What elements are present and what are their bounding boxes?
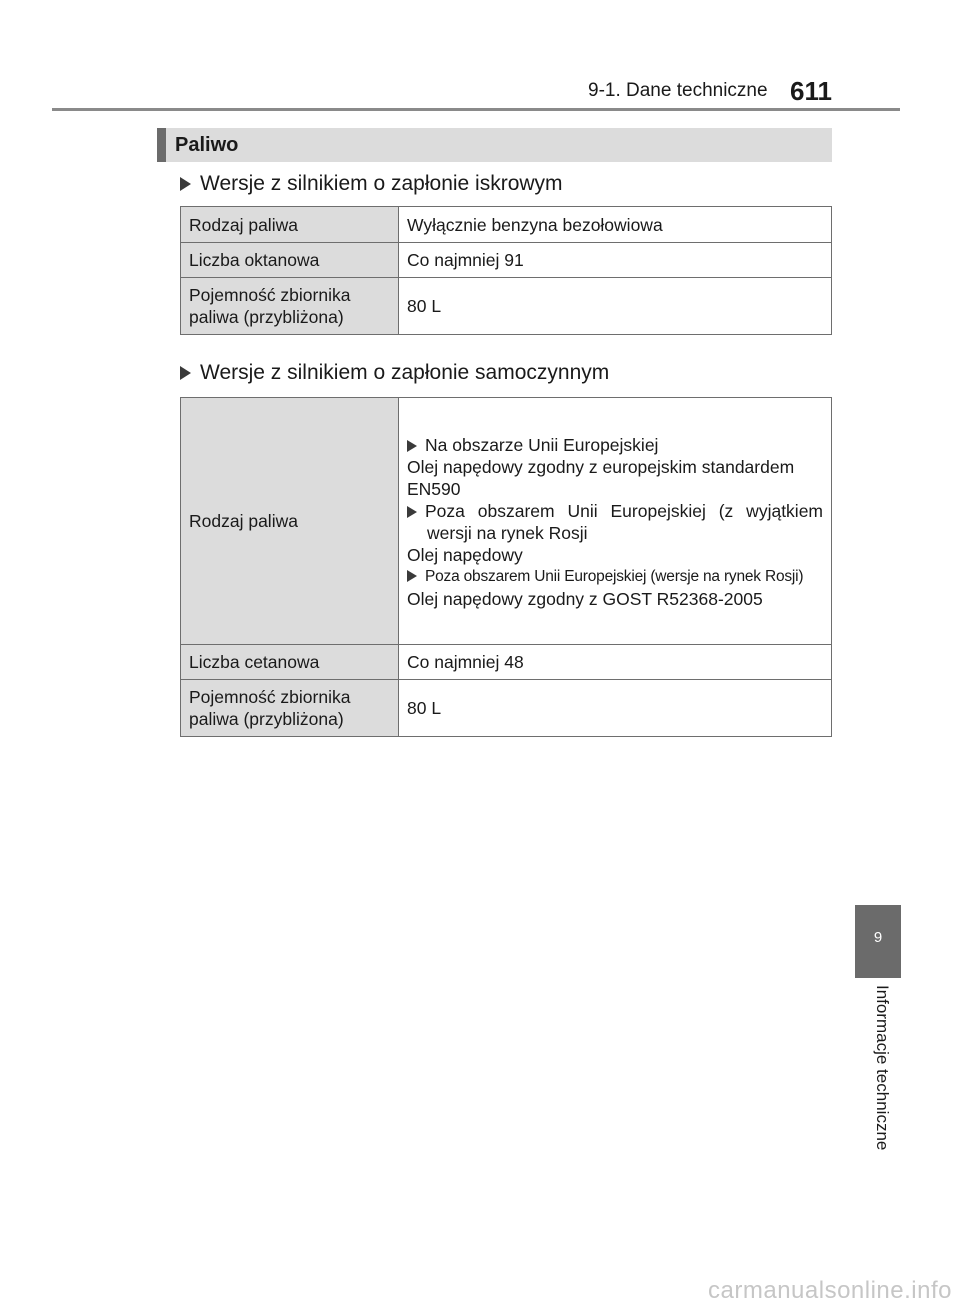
- row-value: 80 L: [399, 680, 832, 737]
- list-item: [407, 434, 823, 456]
- triangle-bullet-icon: [180, 177, 191, 191]
- section-title: Paliwo: [175, 134, 239, 156]
- fuel-condition: Poza obszarem Unii Europejskiej (z wyjątkiem wersji na rynek Rosji: [425, 501, 823, 543]
- triangle-bullet-icon: [407, 506, 417, 518]
- triangle-bullet-icon: [407, 440, 417, 452]
- diesel-spec-table: [180, 397, 832, 737]
- table-row: [181, 645, 832, 680]
- diesel-heading: [180, 361, 609, 385]
- page-number: 611: [790, 76, 832, 106]
- row-label: Rodzaj paliwa: [181, 207, 399, 243]
- section-accent-bar: [157, 128, 166, 162]
- chapter-side-label: Informacje techniczne: [873, 985, 892, 1151]
- chapter-number: 9: [873, 929, 883, 946]
- row-label: Liczba oktanowa: [181, 243, 399, 278]
- petrol-heading-text: Wersje z silnikiem o zapłonie iskrowym: [200, 172, 563, 195]
- list-item: [407, 566, 823, 588]
- fuel-spec: Olej napędowy: [407, 545, 523, 565]
- fuel-spec: Olej napędowy zgodny z europejskim standardem EN590: [407, 457, 795, 499]
- chapter-tab: [855, 905, 901, 978]
- petrol-spec-table: [180, 206, 832, 335]
- fuel-condition: Poza obszarem Unii Europejskiej (wersje na rynek Rosji): [425, 568, 804, 585]
- list-item: [407, 500, 823, 544]
- header-section-label: 9-1. Dane techniczne: [588, 80, 768, 101]
- fuel-condition: Na obszarze Unii Europejskiej: [425, 435, 659, 455]
- triangle-bullet-icon: [180, 366, 191, 380]
- row-value: Co najmniej 48: [399, 645, 832, 680]
- watermark: carmanualsonline.info: [708, 1277, 952, 1304]
- table-row: [181, 278, 832, 335]
- table-row: [181, 398, 832, 645]
- row-label: Pojemność zbiornika paliwa (przybliżona): [181, 278, 399, 335]
- petrol-heading: [180, 172, 563, 196]
- diesel-heading-text: Wersje z silnikiem o zapłonie samoczynnym: [200, 361, 610, 384]
- table-row: [181, 207, 832, 243]
- fuel-type-cell: [399, 398, 832, 645]
- row-label: Rodzaj paliwa: [181, 398, 399, 645]
- row-label: Pojemność zbiornika paliwa (przybliżona): [181, 680, 399, 737]
- triangle-bullet-icon: [407, 570, 417, 582]
- header-divider: [52, 108, 900, 111]
- section-header: [157, 128, 832, 162]
- row-value: Wyłącznie benzyna bezołowiowa: [399, 207, 832, 243]
- row-value: Co najmniej 91: [399, 243, 832, 278]
- row-label: Liczba cetanowa: [181, 645, 399, 680]
- table-row: [181, 243, 832, 278]
- row-value: 80 L: [399, 278, 832, 335]
- fuel-spec: Olej napędowy zgodny z GOST R52368-2005: [407, 589, 763, 609]
- table-row: [181, 680, 832, 737]
